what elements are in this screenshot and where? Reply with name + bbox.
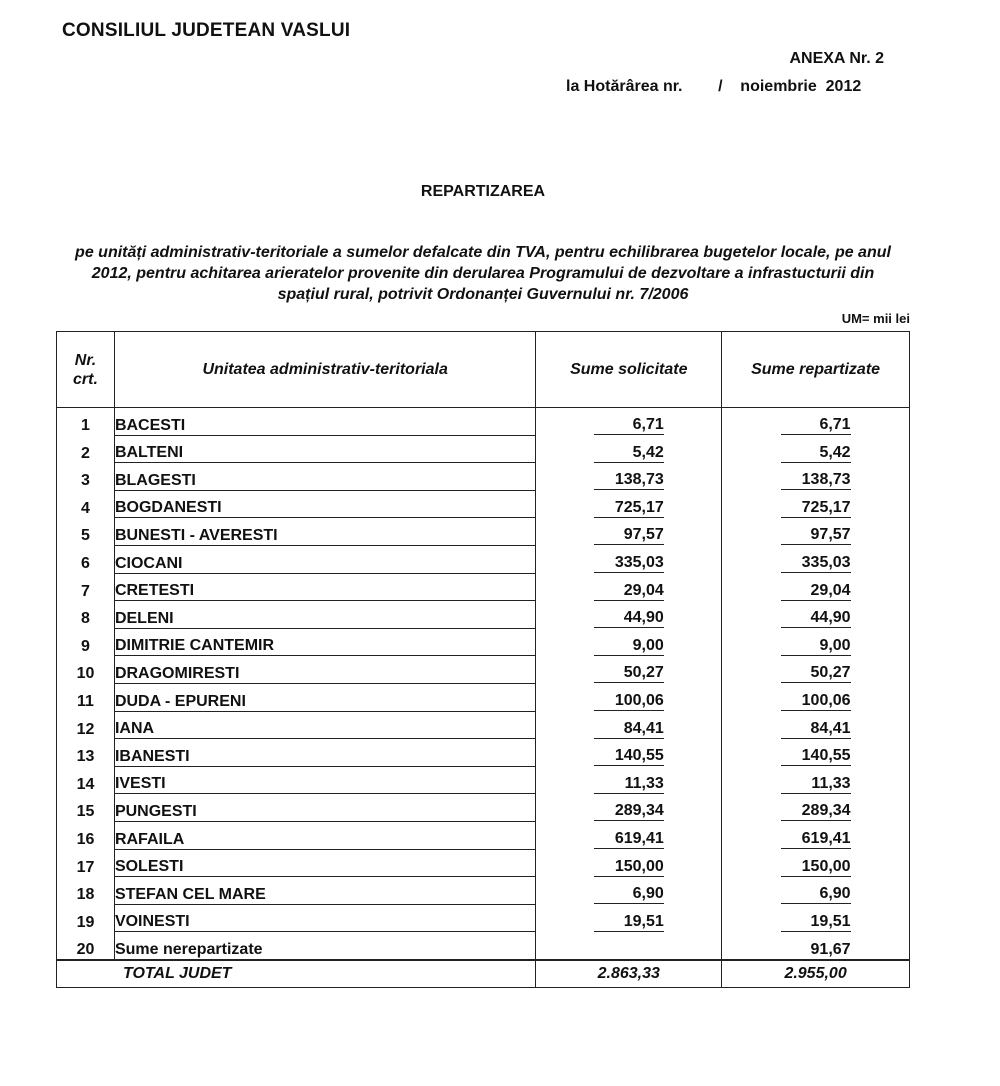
table-row [57, 821, 910, 849]
row-requested: 6,90 [594, 885, 664, 904]
row-requested-cell [536, 463, 722, 491]
row-requested-cell [536, 628, 722, 656]
row-requested-cell [536, 683, 722, 711]
table-row [57, 628, 910, 656]
row-allocated-cell [722, 794, 910, 822]
row-requested-cell [536, 739, 722, 767]
row-requested: 9,00 [594, 637, 664, 656]
header-unit: Unitatea administrativ-teritoriala [114, 332, 535, 408]
row-requested: 11,33 [594, 775, 664, 794]
row-requested: 5,42 [594, 444, 664, 463]
row-allocated: 289,34 [781, 802, 851, 821]
row-allocated-cell [722, 821, 910, 849]
row-allocated-cell [722, 463, 910, 491]
row-number: 11 [57, 683, 115, 711]
row-number: 1 [57, 408, 115, 436]
row-unit-name: CIOCANI [114, 545, 535, 573]
row-allocated: 84,41 [781, 720, 851, 739]
row-requested: 44,90 [594, 609, 664, 628]
row-requested-cell [536, 766, 722, 794]
row-number: 6 [57, 545, 115, 573]
row-number: 9 [57, 628, 115, 656]
row-unit-name: BLAGESTI [114, 463, 535, 491]
table-row [57, 904, 910, 932]
decision-reference [566, 78, 861, 96]
row-requested: 725,17 [594, 499, 664, 518]
table-row [57, 794, 910, 822]
row-number: 2 [57, 435, 115, 463]
row-allocated: 91,67 [810, 940, 851, 958]
document-subtitle: pe unități administrativ-teritoriale a sumelor defalcate din TVA, pentru echilibrarea bugetelor locale, pe anul 2012, pentru achitarea arieratelor provenite din derularea Programului de dezvoltare a infrastucturii din spațiul rural, potrivit Ordonanței Guvernului nr. 7/2006 [75, 244, 891, 303]
row-requested-cell [536, 435, 722, 463]
row-unit-name: BOGDANESTI [114, 490, 535, 518]
row-unit-name: BUNESTI - AVERESTI [114, 518, 535, 546]
row-allocated: 9,00 [781, 637, 851, 656]
row-number: 7 [57, 573, 115, 601]
row-requested: 289,34 [594, 802, 664, 821]
row-allocated: 50,27 [781, 664, 851, 683]
row-allocated: 150,00 [781, 858, 851, 877]
row-allocated: 29,04 [781, 582, 851, 601]
table-row [57, 739, 910, 767]
total-row [57, 960, 910, 988]
row-unit-name: Sume nerepartizate [114, 932, 535, 960]
row-unit-name: IVESTI [114, 766, 535, 794]
table-row [57, 518, 910, 546]
row-requested-cell [536, 849, 722, 877]
row-number: 3 [57, 463, 115, 491]
row-requested: 97,57 [594, 526, 664, 545]
row-allocated-cell [722, 683, 910, 711]
row-number: 20 [57, 932, 115, 960]
decision-prefix: la Hotărârea nr. [566, 78, 683, 95]
row-allocated: 335,03 [781, 554, 851, 573]
row-requested-cell [536, 932, 722, 960]
row-unit-name: SOLESTI [114, 849, 535, 877]
row-requested: 29,04 [594, 582, 664, 601]
table-row [57, 932, 910, 960]
annex-number: ANEXA Nr. 2 [789, 50, 884, 67]
row-requested-cell [536, 656, 722, 684]
table-row [57, 711, 910, 739]
row-allocated-cell [722, 518, 910, 546]
total-requested: 2.863,33 [536, 960, 722, 988]
row-requested-cell [536, 711, 722, 739]
row-allocated-cell [722, 490, 910, 518]
row-number: 12 [57, 711, 115, 739]
row-allocated: 138,73 [781, 471, 851, 490]
row-unit-name: RAFAILA [114, 821, 535, 849]
row-number: 18 [57, 877, 115, 905]
row-unit-name: PUNGESTI [114, 794, 535, 822]
row-requested: 150,00 [594, 858, 664, 877]
row-allocated-cell [722, 849, 910, 877]
table-row [57, 408, 910, 436]
row-requested-cell [536, 518, 722, 546]
row-unit-name: VOINESTI [114, 904, 535, 932]
row-requested: 619,41 [594, 830, 664, 849]
row-unit-name: IANA [114, 711, 535, 739]
row-unit-name: DUDA - EPURENI [114, 683, 535, 711]
row-allocated-cell [722, 739, 910, 767]
table-row [57, 573, 910, 601]
document-title: REPARTIZAREA [420, 183, 546, 200]
row-unit-name: IBANESTI [114, 739, 535, 767]
row-allocated-cell [722, 628, 910, 656]
row-unit-name: DRAGOMIRESTI [114, 656, 535, 684]
row-allocated-cell [722, 711, 910, 739]
row-requested: 138,73 [594, 471, 664, 490]
row-allocated-cell [722, 545, 910, 573]
row-allocated-cell [722, 435, 910, 463]
row-allocated: 44,90 [781, 609, 851, 628]
row-requested: 100,06 [594, 692, 664, 711]
row-requested: 19,51 [594, 913, 664, 932]
row-requested-cell [536, 821, 722, 849]
table-row [57, 601, 910, 629]
row-requested-cell [536, 904, 722, 932]
row-requested-cell [536, 408, 722, 436]
row-allocated: 6,90 [781, 885, 851, 904]
row-allocated: 5,42 [781, 444, 851, 463]
row-number: 16 [57, 821, 115, 849]
row-number: 13 [57, 739, 115, 767]
row-allocated-cell [722, 408, 910, 436]
total-label: TOTAL JUDET [57, 960, 536, 988]
header-nr [57, 332, 115, 408]
row-number: 19 [57, 904, 115, 932]
table-row [57, 683, 910, 711]
row-requested-cell [536, 601, 722, 629]
row-allocated: 725,17 [781, 499, 851, 518]
row-requested: 84,41 [594, 720, 664, 739]
row-requested-cell [536, 573, 722, 601]
council-name: CONSILIUL JUDETEAN VASLUI [62, 20, 351, 41]
row-allocated-cell [722, 904, 910, 932]
row-number: 5 [57, 518, 115, 546]
header-requested: Sume solicitate [536, 332, 722, 408]
header-nr-line1: Nr. [74, 351, 97, 369]
row-requested: 6,71 [594, 416, 664, 435]
row-requested: 50,27 [594, 664, 664, 683]
row-requested-cell [536, 545, 722, 573]
row-allocated: 19,51 [781, 913, 851, 932]
row-unit-name: DIMITRIE CANTEMIR [114, 628, 535, 656]
table-row [57, 463, 910, 491]
table-row [57, 766, 910, 794]
row-requested-cell [536, 877, 722, 905]
row-requested-cell [536, 794, 722, 822]
header-nr-line2: crt. [73, 370, 98, 388]
row-number: 10 [57, 656, 115, 684]
row-requested: 335,03 [594, 554, 664, 573]
table-row [57, 490, 910, 518]
table-row [57, 877, 910, 905]
row-unit-name: CRETESTI [114, 573, 535, 601]
row-allocated-cell [722, 601, 910, 629]
row-allocated-cell [722, 877, 910, 905]
row-allocated-cell [722, 656, 910, 684]
allocation-table [56, 331, 910, 988]
unit-note: UM= mii lei [841, 311, 910, 326]
row-number: 15 [57, 794, 115, 822]
decision-separator: / [718, 78, 723, 95]
row-allocated: 6,71 [781, 416, 851, 435]
row-number: 8 [57, 601, 115, 629]
decision-date: noiembrie 2012 [740, 78, 862, 95]
row-requested: 140,55 [594, 747, 664, 766]
row-number: 14 [57, 766, 115, 794]
row-allocated: 100,06 [781, 692, 851, 711]
total-allocated: 2.955,00 [722, 960, 910, 988]
row-unit-name: DELENI [114, 601, 535, 629]
row-number: 4 [57, 490, 115, 518]
row-allocated-cell [722, 766, 910, 794]
row-unit-name: STEFAN CEL MARE [114, 877, 535, 905]
table-row [57, 435, 910, 463]
table-row [57, 849, 910, 877]
row-allocated: 140,55 [781, 747, 851, 766]
row-allocated: 97,57 [781, 526, 851, 545]
table-row [57, 545, 910, 573]
row-allocated-cell [722, 573, 910, 601]
row-allocated: 11,33 [781, 775, 851, 794]
row-allocated: 619,41 [781, 830, 851, 849]
row-unit-name: BACESTI [114, 408, 535, 436]
row-requested-cell [536, 490, 722, 518]
table-row [57, 656, 910, 684]
row-allocated-cell [722, 932, 910, 960]
row-unit-name: BALTENI [114, 435, 535, 463]
row-number: 17 [57, 849, 115, 877]
table-header-row [57, 332, 910, 408]
header-allocated: Sume repartizate [722, 332, 910, 408]
